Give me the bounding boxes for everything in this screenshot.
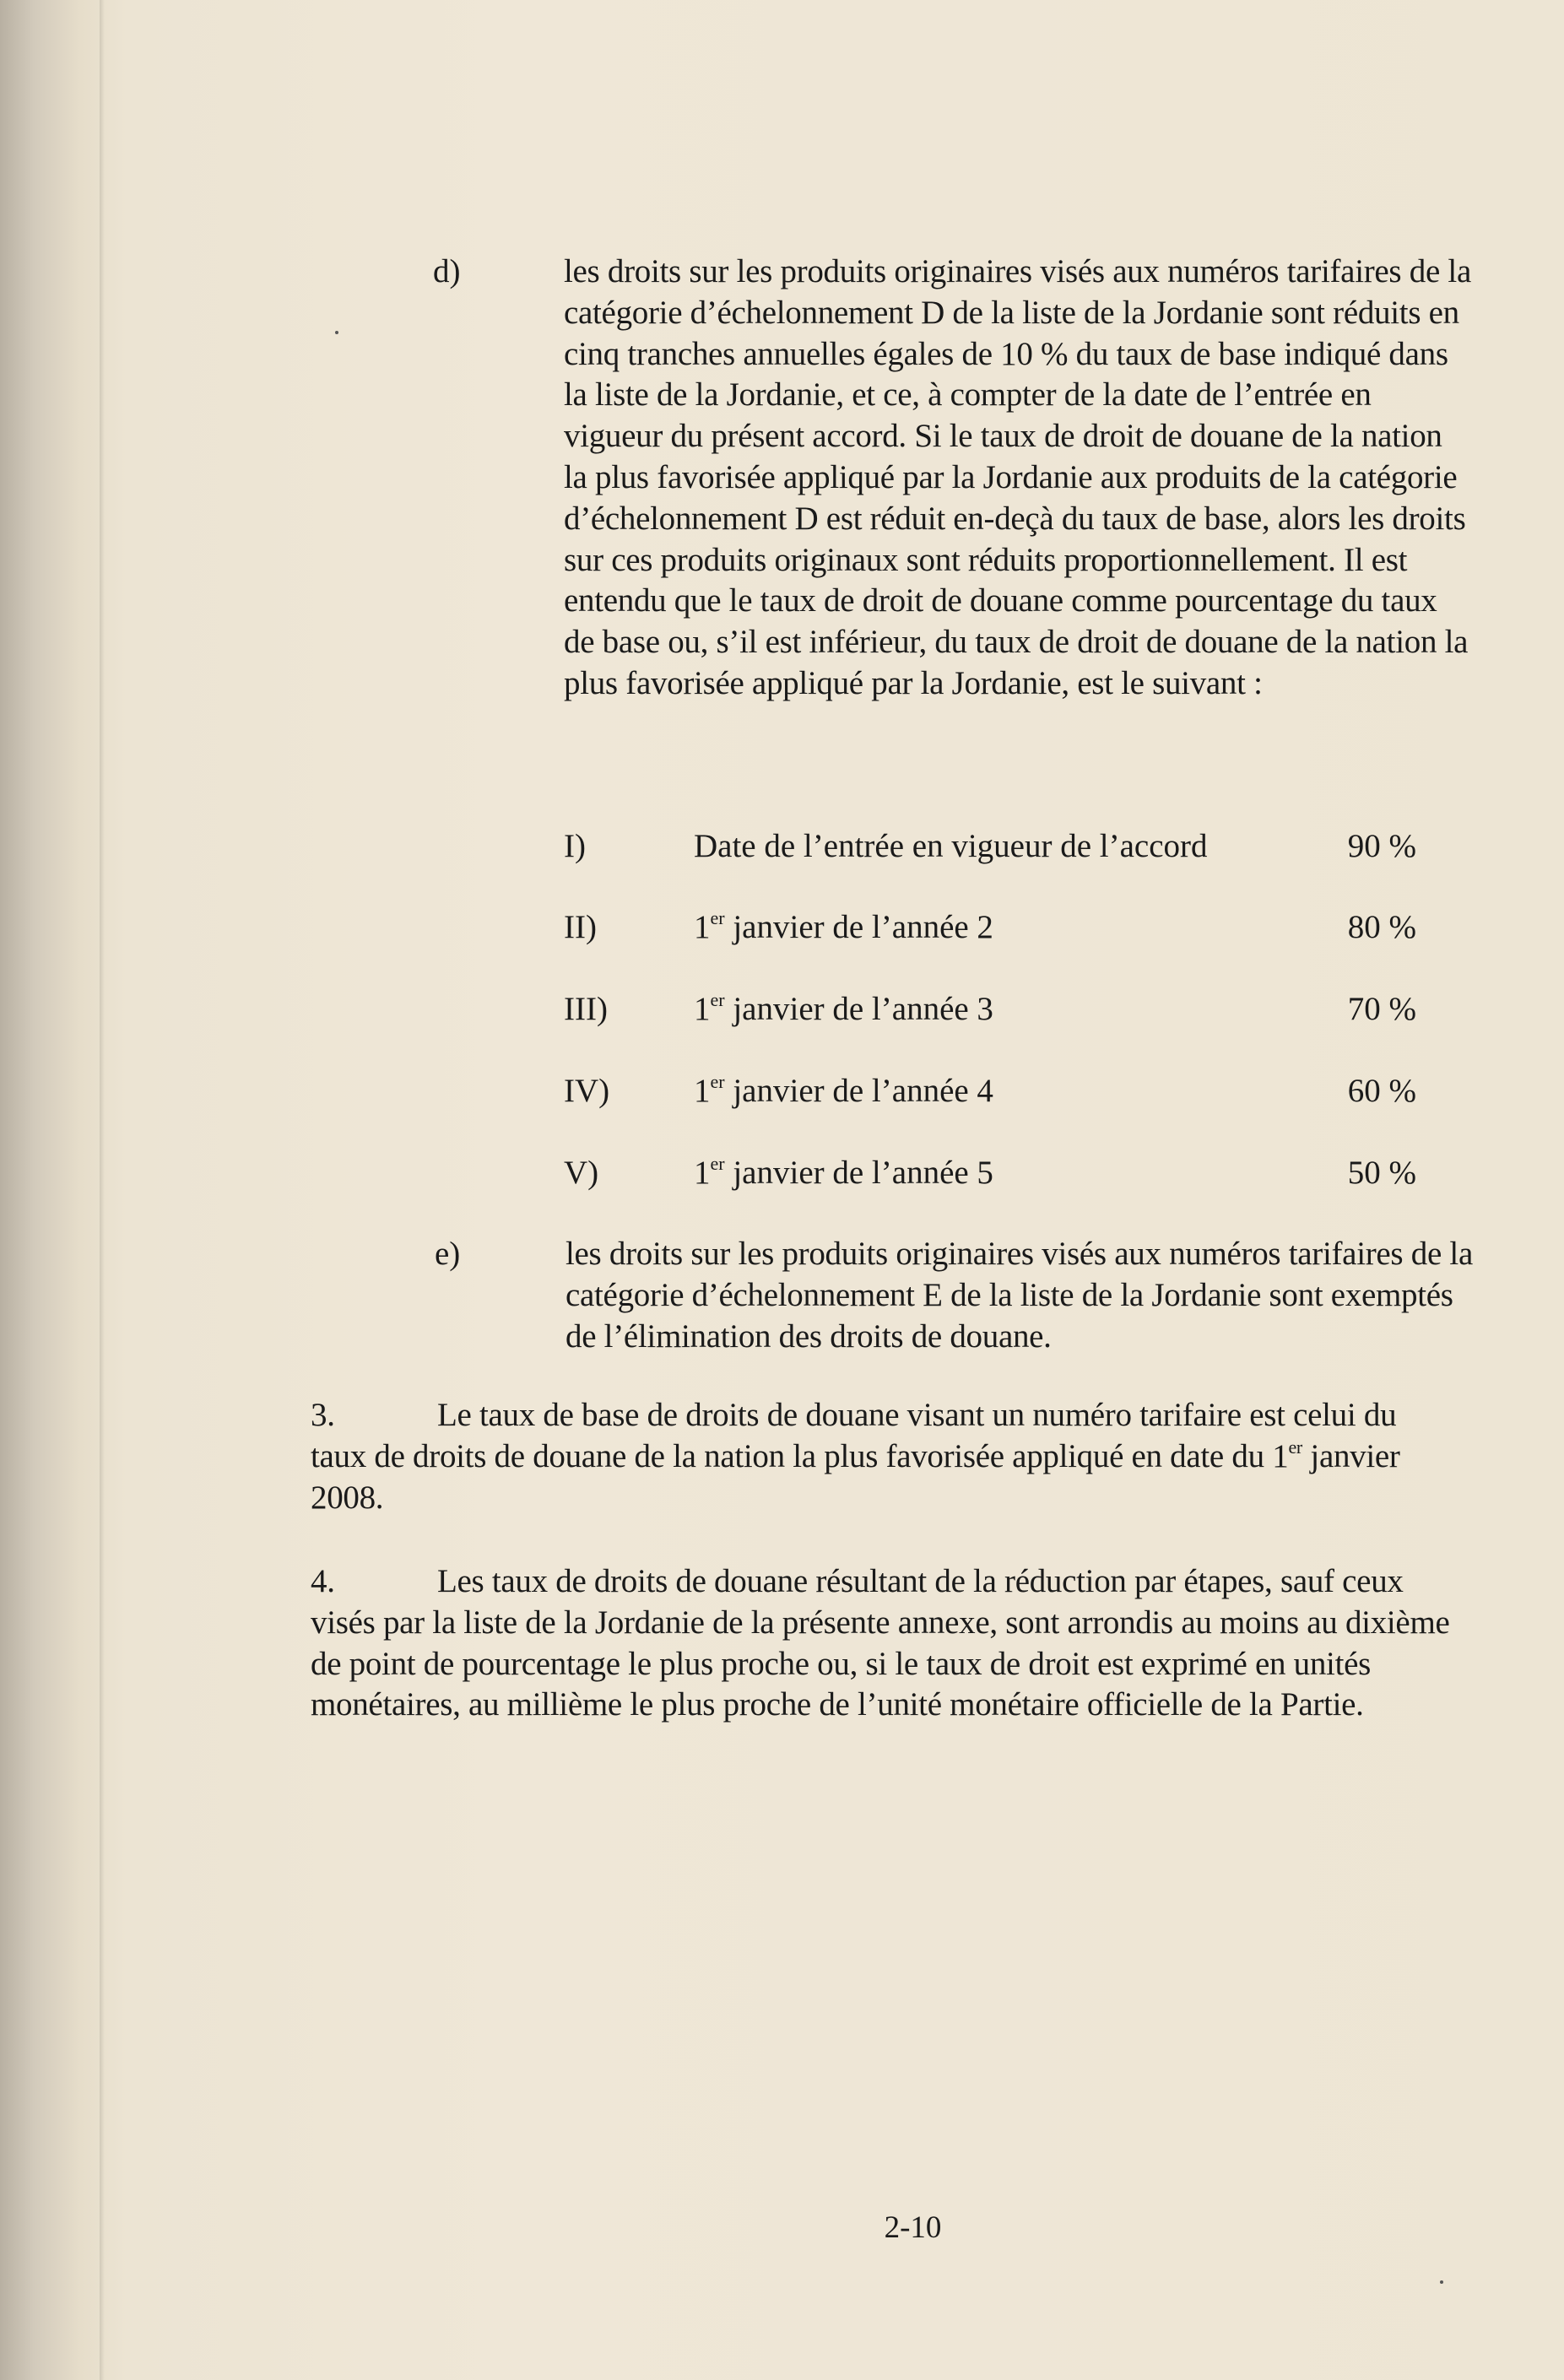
page-number: 2-10 xyxy=(884,2210,942,2245)
schedule-row-number: I) xyxy=(564,828,586,864)
schedule-row-date: 1er janvier de l’année 2 xyxy=(694,907,993,945)
schedule-row-number: II) xyxy=(564,909,597,945)
schedule-row-date: 1er janvier de l’année 5 xyxy=(694,1153,993,1191)
item-e-marker: e) xyxy=(435,1236,461,1272)
scan-speck xyxy=(335,331,338,334)
paragraph-4-text: Les taux de droits de douane résultant de la réduction par étapes, sauf ceux visés par la liste de la Jordanie de la présente annexe, sont arrondis au moins au dixième de point de pourcentage le plus proche ou, si le taux de droit est exprimé en unités monétaires, au millième le plus proche de l’unité monétaire officielle de la Partie. xyxy=(311,1563,1450,1723)
schedule-row-number: V) xyxy=(564,1155,599,1191)
paragraph-4 xyxy=(311,1561,1458,1726)
item-d-text: les droits sur les produits originaires visés aux numéros tarifaires de la catégorie d’échelonnement D de la liste de la Jordanie sont réduits en cinq tranches annuelles égales de 10 % du taux de base indiqué dans la liste de la Jordanie, et ce, à compter de la date de l’entrée en vigueur du présent accord. Si le taux de droit de douane de la nation la plus favorisée appliqué par la Jordanie aux produits de la catégorie d’échelonnement D est réduit en-deçà du taux de base, alors les droits sur ces produits originaux sont réduits proportionnellement. Il est entendu que le taux de droit de douane comme pourcentage du taux de base ou, s’il est inférieur, du taux de droit de douane de la nation la plus favorisée appliqué par la Jordanie, est le suivant : xyxy=(564,253,1471,701)
item-d-marker: d) xyxy=(433,253,461,289)
schedule-row-percentage: 70 % xyxy=(1347,991,1416,1027)
paragraph-3-text: Le taux de base de droits de douane visant un numéro tarifaire est celui du taux de droits de douane de la nation la plus favorisée appliqué en date du 1er janvier 2008. xyxy=(311,1397,1400,1516)
schedule-row xyxy=(564,825,1416,868)
schedule-row-percentage: 60 % xyxy=(1347,1073,1416,1109)
scan-speck xyxy=(1440,2280,1443,2284)
schedule-row-date: Date de l’entrée en vigueur de l’accord xyxy=(694,828,1208,864)
schedule-row-number: IV) xyxy=(564,1073,610,1109)
binding-shadow xyxy=(100,0,105,2380)
paragraph-3-number: 3. xyxy=(311,1397,335,1433)
schedule-row xyxy=(564,906,1416,949)
schedule-row xyxy=(564,1070,1416,1112)
schedule-row-date: 1er janvier de l’année 3 xyxy=(694,989,993,1027)
paragraph-3 xyxy=(311,1395,1458,1518)
paragraph-4-number: 4. xyxy=(311,1563,335,1599)
schedule-row-percentage: 90 % xyxy=(1347,828,1416,864)
schedule-row-percentage: 50 % xyxy=(1347,1155,1416,1191)
schedule-row-date: 1er janvier de l’année 4 xyxy=(694,1071,993,1109)
item-e-text: les droits sur les produits originaires visés aux numéros tarifaires de la catégorie d’échelonnement E de la liste de la Jordanie sont exemptés de l’élimination des droits de douane. xyxy=(566,1236,1473,1355)
schedule-row-number: III) xyxy=(564,991,608,1027)
schedule-row xyxy=(564,988,1416,1030)
schedule-row-percentage: 80 % xyxy=(1347,909,1416,945)
schedule-row xyxy=(564,1152,1416,1194)
